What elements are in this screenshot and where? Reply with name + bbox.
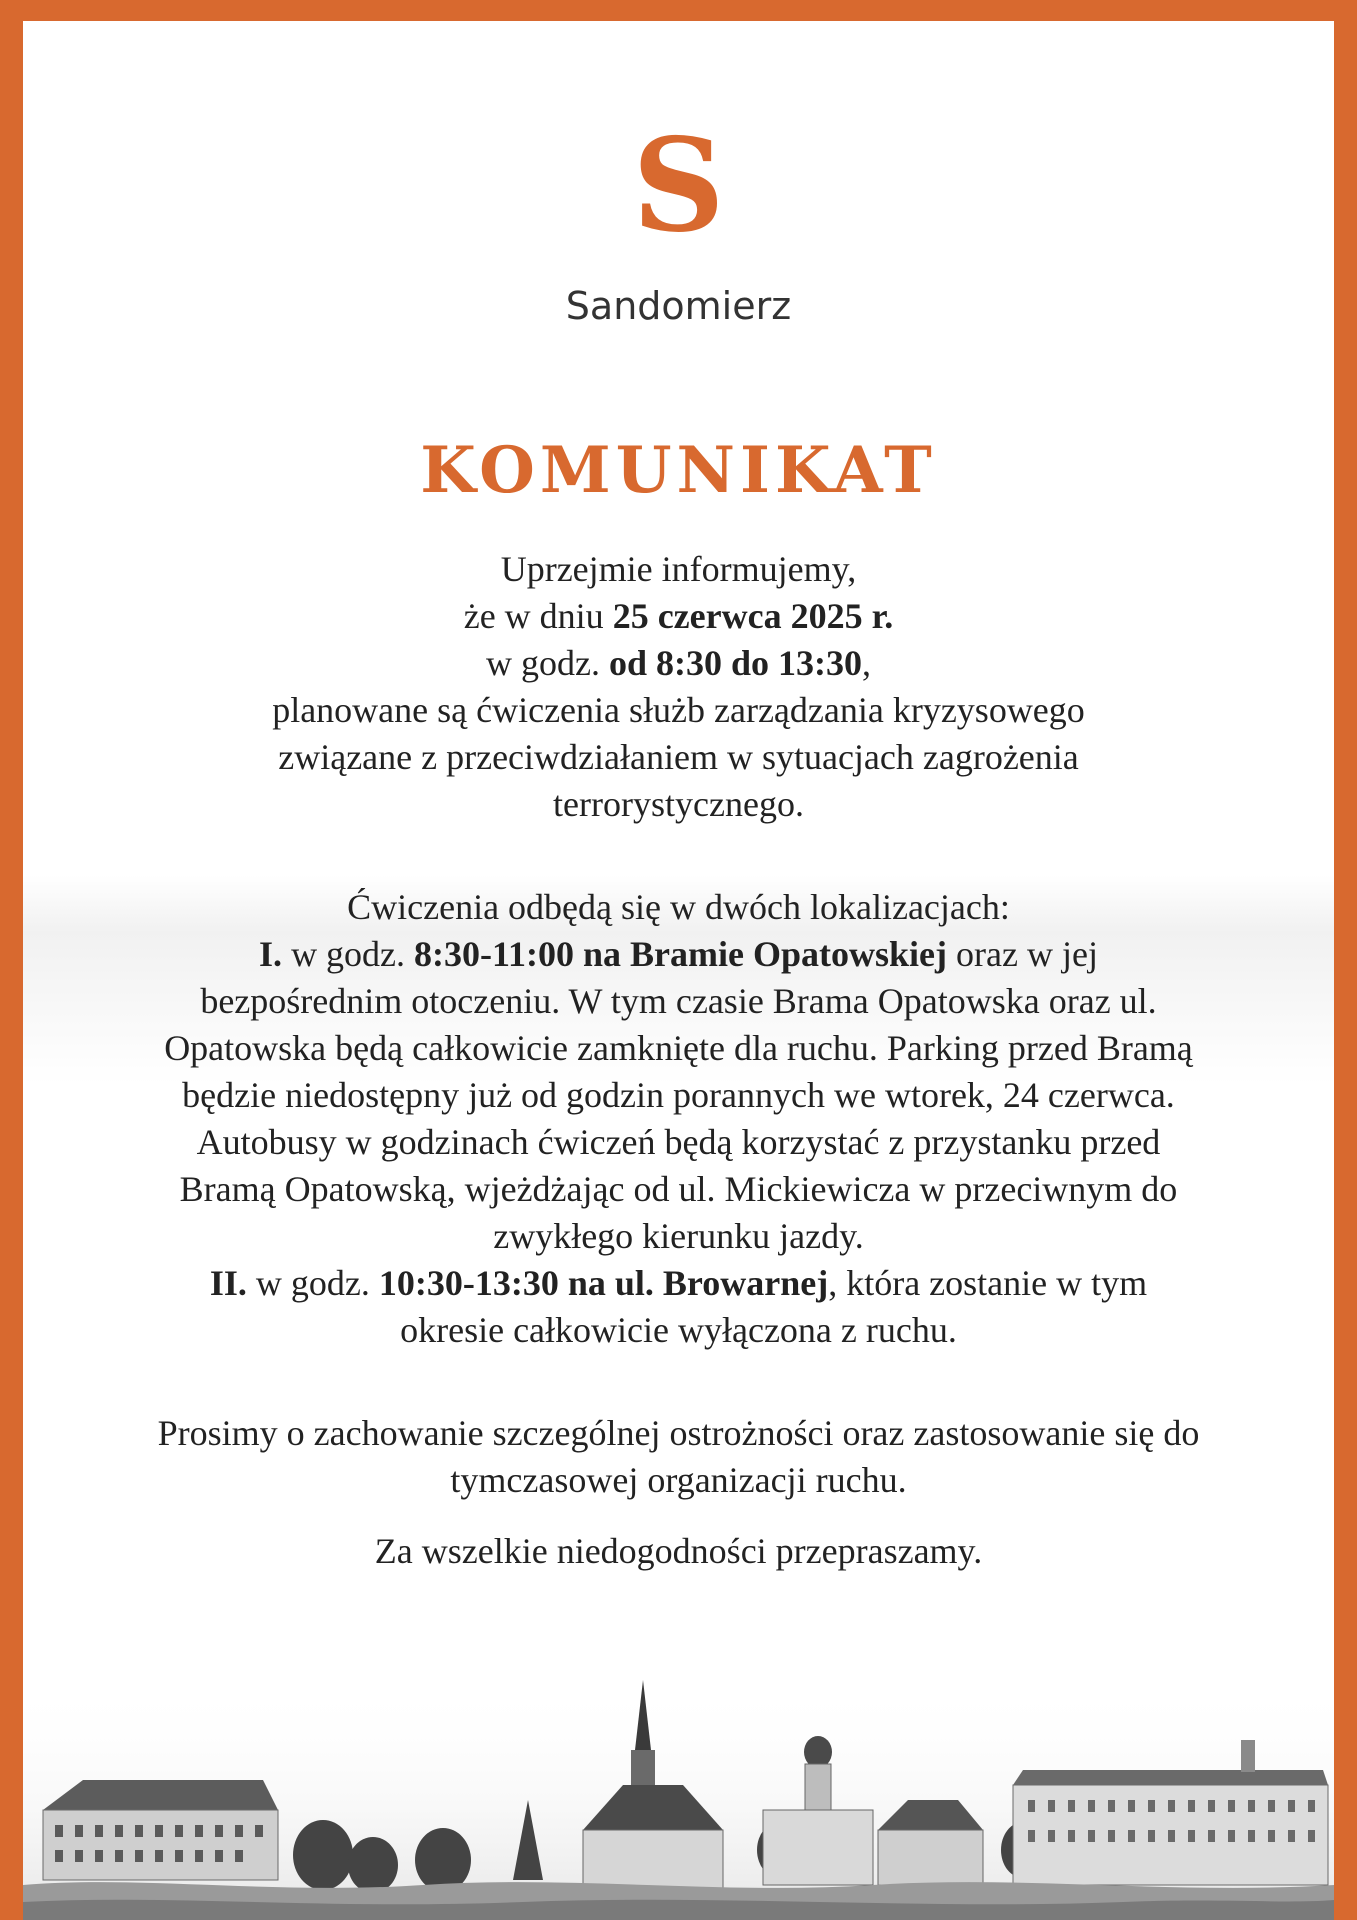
location-one-line-2: bezpośrednim otoczeniu. W tym czasie Brama Opatowska oraz ul. xyxy=(200,981,1157,1021)
location-one-line-4: będzie niedostępny już od godzin porannych we wtorek, 24 czerwca. xyxy=(182,1075,1175,1115)
location-two-line-1: II. w godz. 10:30-13:30 na ul. Browarnej, która zostanie w tym xyxy=(209,1263,1148,1303)
notice-title: KOMUNIKAT xyxy=(420,433,937,508)
request-line-2: tymczasowej organizacji ruchu. xyxy=(450,1460,907,1500)
location-two-bold: 10:30-13:30 na ul. xyxy=(378,1263,663,1303)
intro-line-4: planowane są ćwiczenia służb zarządzania kryzysowego xyxy=(272,690,1085,730)
location-one-line-7: zwykłego kierunku jazdy. xyxy=(493,1216,864,1256)
intro-line-6: terrorystycznego. xyxy=(553,784,804,824)
intro-line-1: Uprzejmie informujemy, xyxy=(500,549,857,589)
intro-line-5: związane z przeciwdziałaniem w sytuacjach zagrożenia xyxy=(278,737,1079,777)
location-one-line-5: Autobusy w godzinach ćwiczeń będą korzystać z przystanku przed xyxy=(196,1122,1161,1162)
locations-heading: Ćwiczenia odbędą się w dwóch lokalizacjach: xyxy=(347,887,1010,927)
location-one-line-3: Opatowska będą całkowicie zamknięte dla ruchu. Parking przed Bramą xyxy=(164,1028,1193,1068)
location-one-bold: 8:30-11:00 na Bramie Opatowskiej xyxy=(414,934,948,974)
intro-line-3: w godz. od 8:30 do 13:30, xyxy=(485,643,871,683)
time-bold: od 8:30 do 13:30 xyxy=(608,643,862,683)
location-one-line-1: I. w godz. 8:30-11:00 na Bramie Opatowskiej oraz w jej xyxy=(259,934,1098,974)
date-bold: 25 czerwca 2025 r. xyxy=(612,596,894,636)
apology-line: Za wszelkie niedogodności przepraszamy. xyxy=(374,1531,983,1571)
sandomierz-logo: S xyxy=(632,111,725,261)
request-line-1: Prosimy o zachowanie szczególnej ostrożności oraz zastosowanie się do xyxy=(157,1413,1200,1453)
intro-line-2: że w dniu 25 czerwca 2025 r. xyxy=(463,596,894,636)
location-one-line-6: Bramą Opatowską, wjeżdżając od ul. Mickiewicza w przeciwnym do xyxy=(179,1169,1178,1209)
notice-body xyxy=(23,546,1334,1575)
notice-page xyxy=(23,21,1334,1920)
location-two-line-2: okresie całkowicie wyłączona z ruchu. xyxy=(400,1310,957,1350)
brand-name: Sandomierz xyxy=(565,284,792,328)
city-skyline-image xyxy=(23,1680,1334,1920)
